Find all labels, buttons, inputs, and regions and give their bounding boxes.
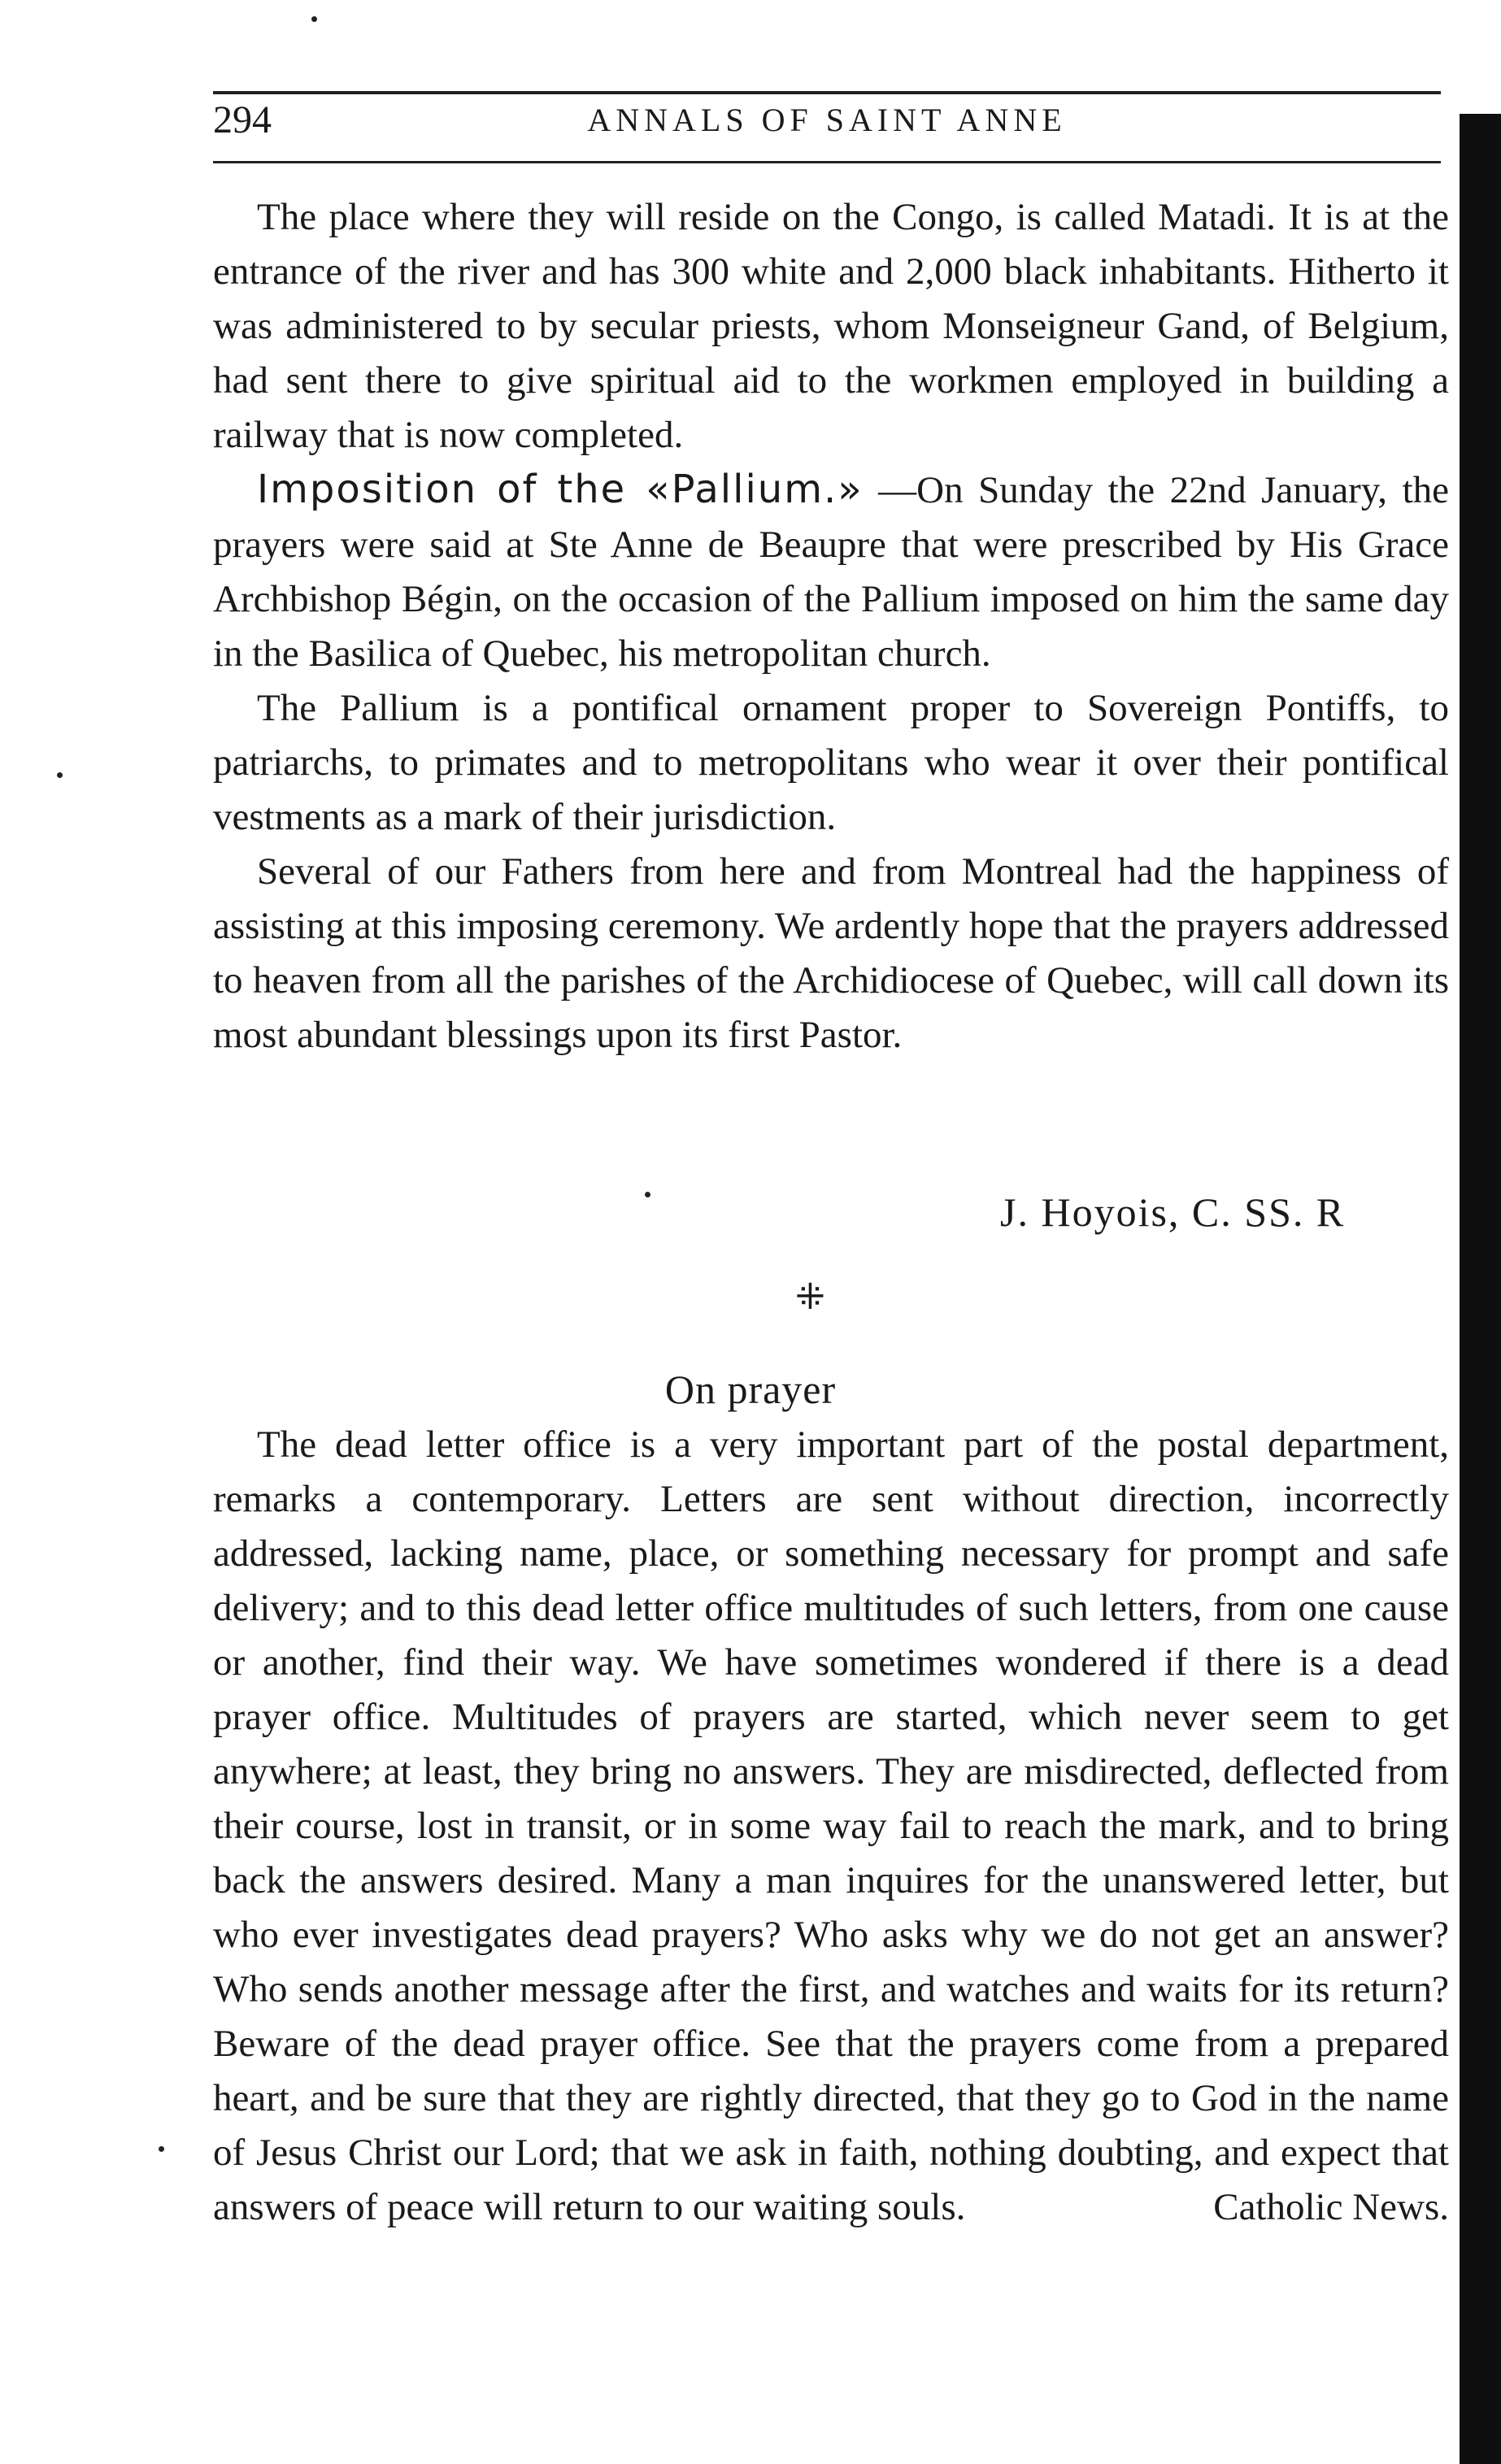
- header-rule: [213, 161, 1441, 163]
- scan-speck: [311, 16, 317, 22]
- author-signature: J. Hoyois, C. SS. R: [1000, 1189, 1346, 1235]
- section-heading-pallium: Imposition of the «Pallium.»: [257, 467, 864, 512]
- article-prayer: [213, 1418, 1449, 2235]
- paragraph-prayer-text: The dead letter office is a very important part of the postal department, remarks a contemporary. Letters are sent without direction, incorrectly addressed, lacking name, place, or something necessary for prompt and safe delivery; and to this dead letter office multitudes of such letters, from one cause or another, find their way. We have sometimes wondered if there is a dead prayer office. Multitudes of prayers are started, which never seem to get anywhere; at least, they bring no answers. They are misdirected, deflected from their course, lost in transit, or in some way fail to reach the mark, and to bring back the answers desired. Many a man inquires for the unanswered letter, but who ever investigates dead prayers? Who asks why we do not get an answer? Who sends another message after the first, and watches and waits for its return? Beware of the dead prayer office. See that the prayers come from a prepared heart, and be sure that they are rightly directed, that they go to God in the name of Jesus Christ our Lord; that we ask in faith, nothing doubting, and expect that answers of peace will return to our waiting souls.: [213, 1423, 1449, 2228]
- scan-edge-shadow: [1460, 114, 1501, 2464]
- running-title: ANNALS OF SAINT ANNE: [587, 102, 1067, 138]
- paragraph-congo: The place where they will reside on the Congo, is called Matadi. It is at the entrance of the river and has 300 white and 2,000 black inhabitants. Hitherto it was administered to by secular priests, whom Monseigneur Gand, of Belgium, had sent there to give spiritual aid to the workmen employed in building a railway that is now completed.: [213, 196, 1449, 456]
- page-header: [213, 98, 1441, 163]
- source-credit: Catholic News.: [1213, 2186, 1449, 2228]
- paragraph-pallium-definition: The Pallium is a pontifical ornament proper to Sovereign Pontiffs, to patriarchs, to primates and to metropolitans who wear it over their pontifical vestments as a mark of their jurisdiction.: [213, 687, 1449, 838]
- page-number: 294: [213, 98, 272, 141]
- scan-speck: [57, 772, 63, 778]
- paragraph-imposition: [213, 463, 1449, 681]
- scan-speck: [645, 1192, 650, 1197]
- article-pallium: [213, 190, 1449, 1063]
- scan-speck: [159, 2146, 164, 2152]
- paragraph-imposition-text: —On Sunday the 22nd January, the prayers were said at Ste Anne de Beaupre that were prescribed by His Grace Archbishop Bégin, on the occasion of the Pallium imposed on him the same day in the Basilica of Quebec, his metropolitan church.: [213, 469, 1449, 675]
- paragraph-ceremony: Several of our Fathers from here and from Montreal had the happiness of assisting at this imposing ceremony. We ardently hope that the prayers addressed to heaven from all the parishes of the Archidiocese of Quebec, will call down its most abundant blessings upon its first Pastor.: [213, 850, 1449, 1056]
- top-rule: [213, 91, 1441, 94]
- paragraph-prayer: [213, 1418, 1449, 2235]
- section-title-prayer: On prayer: [664, 1367, 837, 1412]
- section-ornament: ⁜: [795, 1277, 825, 1317]
